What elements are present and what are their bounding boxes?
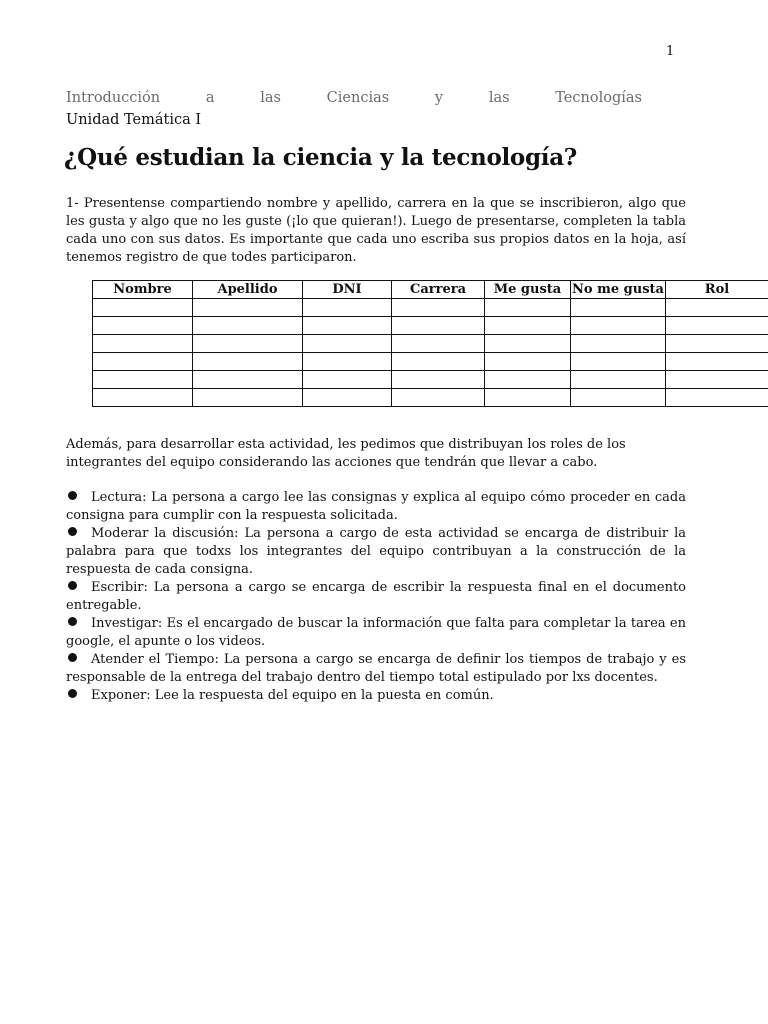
table-cell[interactable] — [485, 353, 571, 371]
column-header-rol: Rol — [666, 281, 768, 299]
list-item — [66, 687, 686, 705]
unit-title: Unidad Temática I — [66, 112, 202, 128]
table-cell[interactable] — [392, 353, 485, 371]
table-cell[interactable] — [485, 299, 571, 317]
table-row — [93, 299, 768, 317]
table-cell[interactable] — [666, 353, 768, 371]
table-cell[interactable] — [571, 371, 666, 389]
table-cell[interactable] — [485, 389, 571, 407]
column-header-me-gusta: Me gusta — [485, 281, 571, 299]
role-text: Atender el Tiempo: La persona a cargo se encarga de definir los tiempos de trabajo y es responsable de la entrega del trabajo dentro del tiempo total estipulado por lxs docentes. — [66, 652, 686, 685]
column-header-apellido: Apellido — [193, 281, 303, 299]
course-word: a — [205, 90, 215, 106]
role-text: Lectura: La persona a cargo lee las consignas y explica al equipo cómo proceder en cada consigna para cumplir con la respuesta solicitada. — [66, 490, 686, 523]
table-cell[interactable] — [193, 353, 303, 371]
column-header-no-me-gusta: No me gusta — [572, 282, 664, 297]
course-word: y — [434, 90, 444, 106]
table-cell[interactable] — [571, 389, 666, 407]
participants-table — [92, 280, 768, 407]
bullet-icon — [68, 653, 77, 662]
role-text: Escribir: La persona a cargo se encarga de escribir la respuesta final en el documento entregable. — [66, 580, 686, 613]
table-cell[interactable] — [666, 299, 768, 317]
table-cell[interactable] — [666, 389, 768, 407]
table-cell[interactable] — [193, 317, 303, 335]
table-row — [93, 335, 768, 353]
table-cell[interactable] — [666, 335, 768, 353]
table-cell[interactable] — [571, 299, 666, 317]
page-number: 1 — [666, 44, 675, 59]
table-cell[interactable] — [303, 389, 392, 407]
role-text: Investigar: Es el encargado de buscar la información que falta para completar la tarea en google, el apunte o los videos. — [66, 616, 686, 649]
table-row — [93, 371, 768, 389]
course-word: Ciencias — [326, 90, 390, 106]
roles-list — [66, 489, 686, 705]
table-cell[interactable] — [571, 353, 666, 371]
table-cell[interactable] — [193, 371, 303, 389]
table-cell[interactable] — [303, 317, 392, 335]
list-item — [66, 615, 686, 651]
table-cell[interactable] — [93, 389, 193, 407]
table-row — [93, 317, 768, 335]
table-cell[interactable] — [93, 317, 193, 335]
role-text: Moderar la discusión: La persona a cargo de esta actividad se encarga de distribuir la palabra para que todxs los integrantes del equipo contribuyan a la construcción de la respuesta de cada consigna. — [66, 526, 686, 577]
role-text: Exponer: Lee la respuesta del equipo en la puesta en común. — [91, 688, 494, 703]
page-title: ¿Qué estudian la ciencia y la tecnología? — [64, 144, 577, 171]
table-cell[interactable] — [93, 299, 193, 317]
table-cell[interactable] — [392, 371, 485, 389]
table-cell[interactable] — [485, 335, 571, 353]
table-header-row — [93, 281, 768, 299]
table-row — [93, 353, 768, 371]
intro-paragraph: 1- Presentense compartiendo nombre y apellido, carrera en la que se inscribieron, algo que les gusta y algo que no les guste (¡lo que quieran!). Luego de presentarse, completen la tabla cada uno con sus datos. Es importante que cada uno escriba sus propios datos en la hoja, así tenemos registro de que todes participaron. — [66, 196, 686, 265]
table-cell[interactable] — [193, 299, 303, 317]
column-header-dni: DNI — [303, 281, 392, 299]
table-cell[interactable] — [392, 317, 485, 335]
table-cell[interactable] — [303, 335, 392, 353]
table-cell[interactable] — [93, 353, 193, 371]
table-cell[interactable] — [303, 353, 392, 371]
roles-intro-paragraph: Además, para desarrollar esta actividad, les pedimos que distribuyan los roles de los integrantes del equipo considerando las acciones que tendrán que llevar a cabo. — [66, 437, 626, 470]
table-cell[interactable] — [93, 335, 193, 353]
table-row — [93, 389, 768, 407]
course-word: las — [488, 90, 510, 106]
bullet-icon — [68, 689, 77, 698]
course-title — [66, 90, 642, 106]
table-cell[interactable] — [666, 371, 768, 389]
bullet-icon — [68, 617, 77, 626]
table-cell[interactable] — [392, 389, 485, 407]
table-cell[interactable] — [666, 317, 768, 335]
table-cell[interactable] — [93, 371, 193, 389]
bullet-icon — [68, 581, 77, 590]
course-word: Introducción — [66, 90, 161, 106]
list-item — [66, 651, 686, 687]
table-cell[interactable] — [571, 317, 666, 335]
table-cell[interactable] — [303, 371, 392, 389]
table-body — [93, 299, 768, 407]
bullet-icon — [68, 527, 77, 536]
table-cell[interactable] — [392, 335, 485, 353]
table-cell[interactable] — [392, 299, 485, 317]
table-cell[interactable] — [485, 317, 571, 335]
column-header-nombre: Nombre — [93, 281, 193, 299]
list-item — [66, 579, 686, 615]
course-word: las — [260, 90, 281, 106]
list-item — [66, 489, 686, 525]
list-item — [66, 525, 686, 579]
bullet-icon — [68, 491, 77, 500]
table-cell[interactable] — [485, 371, 571, 389]
table-cell[interactable] — [571, 335, 666, 353]
table-cell[interactable] — [193, 335, 303, 353]
column-header-carrera: Carrera — [392, 281, 485, 299]
table-cell[interactable] — [193, 389, 303, 407]
table-cell[interactable] — [303, 299, 392, 317]
course-word: Tecnologías — [555, 90, 642, 106]
